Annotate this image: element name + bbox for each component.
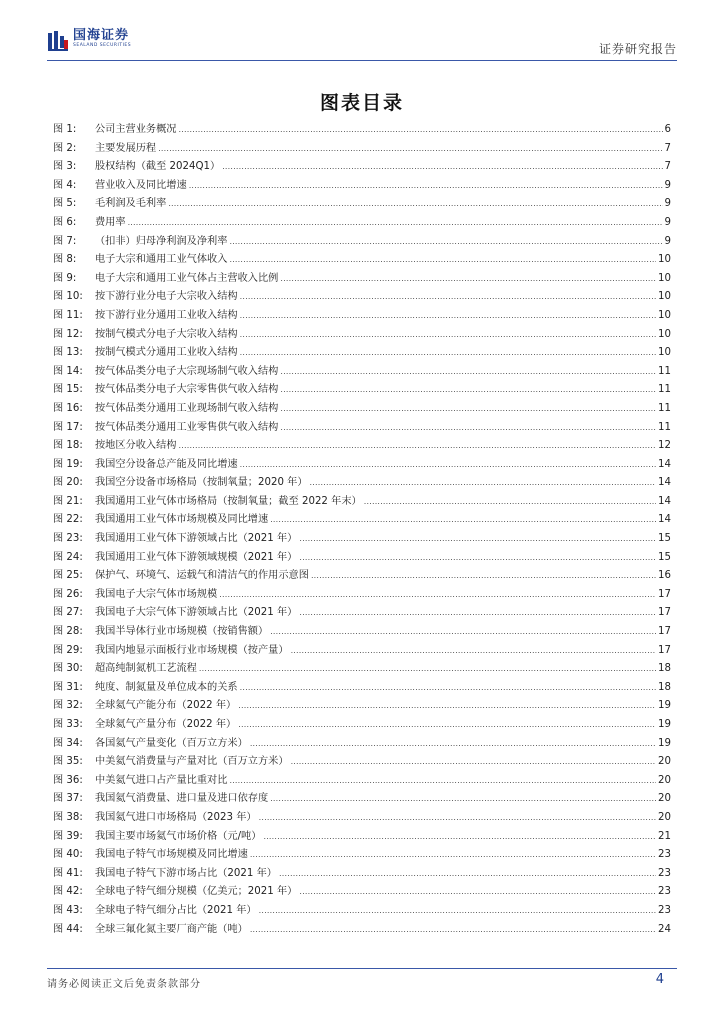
toc-dot-leader (199, 660, 656, 679)
toc-figure-title[interactable]: 超高纯制氮机工艺流程 (95, 663, 197, 675)
toc-figure-title[interactable]: 按地区分收入结构 (95, 440, 177, 452)
toc-dot-leader (280, 400, 656, 419)
toc-figure-title[interactable]: 我国空分设备总产能及同比增速 (95, 458, 238, 470)
toc-dot-leader (259, 809, 656, 828)
toc-figure-title[interactable]: 我国空分设备市场格局（按制氧量；2020 年） (95, 477, 308, 489)
toc-page-number[interactable]: 17 (658, 626, 671, 638)
page-number: 4 (655, 972, 664, 987)
toc-figure-number: 图 4: (53, 179, 77, 191)
toc-page-number[interactable]: 10 (658, 309, 671, 321)
toc-figure-number: 图 43: (53, 904, 83, 916)
toc-dot-leader (179, 437, 657, 456)
toc-figure-title[interactable]: 电子大宗和通用工业气体占主营收入比例 (95, 272, 279, 284)
toc-figure-number: 图 31: (53, 681, 83, 693)
toc-page-number[interactable]: 18 (658, 663, 671, 675)
toc-dot-leader (179, 121, 663, 140)
toc-figure-title[interactable]: 按制气模式分通用工业收入结构 (95, 347, 238, 359)
report-type-label: 证券研究报告 (598, 42, 677, 56)
toc-dot-leader (280, 381, 656, 400)
toc-page-number[interactable]: 23 (658, 849, 671, 861)
toc-figure-title[interactable]: （扣非）归母净利润及净利率 (95, 235, 228, 247)
toc-page-number[interactable]: 11 (658, 421, 671, 433)
toc-dot-leader (238, 697, 656, 716)
toc-page-number[interactable]: 6 (664, 124, 671, 135)
toc-figure-number: 图 17: (53, 421, 83, 433)
toc-dot-leader (222, 158, 662, 177)
toc-figure-number: 图 24: (53, 551, 83, 563)
toc-entry[interactable] (53, 251, 671, 270)
toc-figure-number: 图 5: (53, 198, 77, 210)
toc-figure-title[interactable]: 按气体品类分电子大宗零售供气收入结构 (95, 384, 279, 396)
toc-page-number[interactable]: 19 (658, 737, 671, 749)
toc-dot-leader (250, 846, 656, 865)
toc-entry[interactable] (53, 809, 671, 828)
toc-page-number[interactable]: 9 (664, 235, 671, 247)
toc-page-number[interactable]: 12 (658, 440, 671, 452)
toc-entry[interactable] (53, 623, 671, 642)
toc-figure-number: 图 29: (53, 644, 83, 656)
toc-page-number[interactable]: 10 (658, 272, 671, 284)
toc-figure-number: 图 2: (53, 142, 77, 154)
toc-dot-leader (263, 828, 656, 847)
toc-entry[interactable] (53, 790, 671, 809)
toc-figure-title[interactable]: 股权结构（截至 2024Q1） (95, 161, 221, 173)
toc-entry[interactable] (53, 140, 671, 159)
toc-page-number[interactable]: 23 (658, 867, 671, 879)
toc-figure-title[interactable]: 我国电子特气市场规模及同比增速 (95, 849, 248, 861)
toc-figure-title[interactable]: 按下游行业分通用工业收入结构 (95, 309, 238, 321)
toc-dot-leader (168, 195, 662, 214)
toc-figure-number: 图 37: (53, 793, 83, 805)
toc-dot-leader (229, 233, 662, 252)
toc-page-number[interactable]: 20 (658, 811, 671, 823)
toc-dot-leader (158, 140, 662, 159)
toc-page-number[interactable]: 10 (658, 347, 671, 359)
toc-entry[interactable] (53, 326, 671, 345)
toc-dot-leader (240, 344, 656, 363)
toc-figure-title[interactable]: 我国内地显示面板行业市场规模（按产量） (95, 644, 289, 656)
toc-entry[interactable] (53, 474, 671, 493)
toc-entry[interactable] (53, 511, 671, 530)
toc-entry[interactable] (53, 195, 671, 214)
toc-dot-leader (240, 288, 656, 307)
toc-figure-title[interactable]: 毛利润及毛利率 (95, 198, 167, 210)
toc-dot-leader (270, 623, 656, 642)
toc-page-number[interactable]: 14 (658, 495, 671, 507)
page-header (47, 28, 677, 64)
toc-page-number[interactable]: 16 (658, 570, 671, 582)
toc-entry[interactable] (53, 549, 671, 568)
toc-page-number[interactable]: 15 (658, 551, 671, 563)
toc-page-number[interactable]: 10 (658, 254, 671, 266)
toc-figure-number: 图 23: (53, 533, 83, 545)
toc-entry[interactable] (53, 772, 671, 791)
toc-figure-title[interactable]: 费用率 (95, 216, 126, 228)
toc-figure-number: 图 30: (53, 663, 83, 675)
toc-figure-title[interactable]: 中美氦气消费量与产量对比（百万立方米） (95, 756, 289, 768)
toc-dot-leader (280, 419, 656, 438)
toc-entry[interactable] (53, 456, 671, 475)
toc-figure-title[interactable]: 我国电子大宗气体下游领域占比（2021 年） (95, 607, 298, 619)
toc-dot-leader (270, 790, 656, 809)
toc-dot-leader (240, 679, 656, 698)
toc-figure-title[interactable]: 营业收入及同比增速 (95, 179, 187, 191)
toc-figure-title[interactable]: 按气体品类分通用工业现场制气收入结构 (95, 402, 279, 414)
toc-figure-title[interactable]: 全球氦气产能分布（2022 年） (95, 700, 237, 712)
toc-figure-number: 图 40: (53, 849, 83, 861)
toc-figure-number: 图 38: (53, 811, 83, 823)
toc-figure-number: 图 32: (53, 700, 83, 712)
toc-page-number[interactable]: 21 (658, 830, 671, 842)
toc-entry[interactable] (53, 883, 671, 902)
sealand-securities-logo (47, 28, 131, 58)
toc-figure-number: 图 36: (53, 774, 83, 786)
toc-page-number[interactable]: 14 (658, 514, 671, 526)
toc-entry[interactable] (53, 437, 671, 456)
figure-table-of-contents (53, 121, 671, 939)
toc-entry[interactable] (53, 270, 671, 289)
toc-entry[interactable] (53, 419, 671, 438)
toc-page-number[interactable]: 11 (658, 384, 671, 396)
toc-entry[interactable] (53, 400, 671, 419)
toc-entry[interactable] (53, 865, 671, 884)
toc-dot-leader (240, 326, 656, 345)
toc-page-number[interactable]: 23 (658, 904, 671, 916)
toc-entry[interactable] (53, 121, 671, 140)
toc-page-number[interactable]: 24 (658, 923, 671, 935)
toc-figure-number: 图 3: (53, 161, 77, 173)
toc-figure-title[interactable]: 全球电子特气细分规模（亿美元；2021 年） (95, 886, 298, 898)
toc-figure-number: 图 14: (53, 365, 83, 377)
toc-entry[interactable] (53, 214, 671, 233)
toc-entry[interactable] (53, 288, 671, 307)
toc-entry[interactable] (53, 344, 671, 363)
toc-entry[interactable] (53, 307, 671, 326)
logo-english-name: SEALAND SECURITIES (73, 43, 132, 48)
toc-page-number[interactable]: 7 (664, 161, 671, 173)
toc-heading: 图表目录 (319, 92, 404, 114)
toc-dot-leader (279, 865, 656, 884)
toc-figure-number: 图 35: (53, 756, 83, 768)
toc-figure-number: 图 25: (53, 570, 83, 582)
toc-entry[interactable] (53, 846, 671, 865)
toc-figure-number: 图 15: (53, 384, 83, 396)
toc-figure-number: 图 44: (53, 923, 83, 935)
toc-dot-leader (240, 456, 656, 475)
toc-page-number[interactable]: 15 (658, 533, 671, 545)
toc-page-number[interactable]: 9 (664, 198, 671, 210)
toc-page-number[interactable]: 20 (658, 774, 671, 786)
toc-dot-leader (299, 604, 656, 623)
toc-dot-leader (128, 214, 663, 233)
toc-figure-number: 图 26: (53, 588, 83, 600)
toc-figure-title[interactable]: 我国氦气进口市场格局（2023 年） (95, 811, 257, 823)
toc-dot-leader (310, 474, 656, 493)
toc-figure-number: 图 12: (53, 328, 83, 340)
toc-figure-number: 图 16: (53, 402, 83, 414)
toc-entry[interactable] (53, 530, 671, 549)
toc-page-number[interactable]: 20 (658, 756, 671, 768)
toc-dot-leader (291, 753, 656, 772)
toc-figure-number: 图 10: (53, 291, 83, 303)
toc-figure-number: 图 9: (53, 272, 77, 284)
toc-page-number[interactable]: 10 (658, 291, 671, 303)
toc-figure-title[interactable]: 按气体品类分电子大宗现场制气收入结构 (95, 365, 279, 377)
toc-figure-number: 图 19: (53, 458, 83, 470)
toc-dot-leader (219, 586, 656, 605)
toc-dot-leader (280, 363, 656, 382)
toc-dot-leader (299, 530, 656, 549)
toc-page-number[interactable]: 9 (664, 216, 671, 228)
toc-figure-number: 图 42: (53, 886, 83, 898)
toc-dot-leader (311, 567, 656, 586)
toc-figure-title[interactable]: 我国通用工业气体下游领域占比（2021 年） (95, 533, 298, 545)
toc-figure-title[interactable]: 我国通用工业气体市场规模及同比增速 (95, 514, 269, 526)
toc-dot-leader (240, 307, 656, 326)
toc-figure-title[interactable]: 公司主营业务概况 (95, 124, 177, 135)
toc-entry[interactable] (53, 604, 671, 623)
toc-figure-number: 图 33: (53, 719, 83, 730)
toc-entry[interactable] (53, 642, 671, 661)
toc-figure-number: 图 21: (53, 495, 83, 507)
toc-figure-number: 图 20: (53, 477, 83, 489)
toc-entry[interactable] (53, 586, 671, 605)
toc-figure-title[interactable]: 按气体品类分通用工业零售供气收入结构 (95, 421, 279, 433)
toc-entry[interactable] (53, 902, 671, 921)
toc-figure-number: 图 34: (53, 737, 83, 749)
toc-figure-title[interactable]: 我国通用工业气体市场格局（按制氧量；截至 2022 年末） (95, 495, 362, 507)
toc-entry[interactable] (53, 493, 671, 512)
toc-page-number[interactable]: 11 (658, 402, 671, 414)
toc-figure-title[interactable]: 我国主要市场氦气市场价格（元/吨） (95, 830, 262, 842)
toc-entry[interactable] (53, 921, 671, 940)
toc-page-number[interactable]: 18 (658, 681, 671, 693)
toc-dot-leader (291, 642, 656, 661)
toc-page-number[interactable]: 9 (664, 179, 671, 191)
toc-entry[interactable] (53, 679, 671, 698)
toc-page-number[interactable]: 19 (658, 719, 671, 730)
toc-figure-number: 图 18: (53, 440, 83, 452)
logo-chinese-name: 国海证券 (73, 28, 130, 43)
toc-entry[interactable] (53, 158, 671, 177)
toc-figure-title[interactable]: 我国氦气消费量、进口量及进口依存度 (95, 793, 269, 805)
toc-entry[interactable] (53, 363, 671, 382)
toc-page-number[interactable]: 11 (658, 365, 671, 377)
toc-entry[interactable] (53, 177, 671, 196)
toc-figure-title[interactable]: 我国电子特气下游市场占比（2021 年） (95, 867, 277, 879)
footer-divider (47, 968, 677, 969)
toc-figure-number: 图 39: (53, 830, 83, 842)
toc-dot-leader (364, 493, 656, 512)
toc-figure-title[interactable]: 中美氦气进口占产量比重对比 (95, 774, 228, 786)
toc-entry[interactable] (53, 735, 671, 754)
toc-entry[interactable] (53, 660, 671, 679)
toc-page-number[interactable]: 23 (658, 886, 671, 898)
toc-dot-leader (250, 921, 656, 940)
toc-figure-title[interactable]: 全球三氟化氮主要厂商产能（吨） (95, 923, 248, 935)
toc-entry[interactable] (53, 381, 671, 400)
header-divider (47, 60, 677, 61)
toc-figure-number: 图 22: (53, 514, 83, 526)
toc-page-number[interactable]: 17 (658, 644, 671, 656)
logo-mark-icon (47, 30, 69, 52)
toc-dot-leader (270, 511, 656, 530)
toc-figure-title[interactable]: 我国通用工业气体下游领域规模（2021 年） (95, 551, 298, 563)
toc-figure-title[interactable]: 我国电子大宗气体市场规模 (95, 588, 218, 600)
toc-entry[interactable] (53, 716, 671, 735)
toc-figure-title[interactable]: 全球氦气产量分布（2022 年） (95, 719, 237, 730)
toc-dot-leader (299, 549, 656, 568)
toc-page-number[interactable]: 17 (658, 607, 671, 619)
toc-figure-number: 图 6: (53, 216, 77, 228)
toc-figure-number: 图 7: (53, 235, 77, 247)
toc-figure-number: 图 27: (53, 607, 83, 619)
toc-dot-leader (250, 735, 656, 754)
toc-page-number[interactable]: 14 (658, 458, 671, 470)
toc-dot-leader (229, 772, 656, 791)
toc-figure-title[interactable]: 电子大宗和通用工业气体收入 (95, 254, 228, 266)
toc-page-number[interactable]: 17 (658, 588, 671, 600)
toc-figure-number: 图 1: (53, 124, 77, 135)
toc-figure-number: 图 8: (53, 254, 77, 266)
toc-entry[interactable] (53, 233, 671, 252)
toc-figure-number: 图 28: (53, 626, 83, 638)
toc-figure-title[interactable]: 全球电子特气细分占比（2021 年） (95, 904, 257, 916)
toc-entry[interactable] (53, 697, 671, 716)
toc-figure-title[interactable]: 各国氦气产量变化（百万立方米） (95, 737, 248, 749)
toc-figure-number: 图 41: (53, 867, 83, 879)
toc-page-number[interactable]: 14 (658, 477, 671, 489)
toc-entry[interactable] (53, 753, 671, 772)
toc-page-number[interactable]: 7 (664, 142, 671, 154)
toc-figure-number: 图 11: (53, 309, 83, 321)
toc-dot-leader (229, 251, 656, 270)
toc-dot-leader (259, 902, 656, 921)
toc-entry[interactable] (53, 567, 671, 586)
toc-figure-title[interactable]: 按下游行业分电子大宗收入结构 (95, 291, 238, 303)
toc-figure-number: 图 13: (53, 347, 83, 359)
toc-page-number[interactable]: 10 (658, 328, 671, 340)
toc-figure-title[interactable]: 按制气模式分电子大宗收入结构 (95, 328, 238, 340)
toc-dot-leader (280, 270, 656, 289)
toc-page-number[interactable]: 20 (658, 793, 671, 805)
toc-figure-title[interactable]: 我国半导体行业市场规模（按销售额） (95, 626, 269, 638)
toc-dot-leader (238, 716, 656, 735)
toc-dot-leader (299, 883, 656, 902)
disclaimer-note: 请务必阅读正文后免责条款部分 (47, 979, 201, 990)
toc-figure-title[interactable]: 纯度、制氮量及单位成本的关系 (95, 681, 238, 693)
toc-page-number[interactable]: 19 (658, 700, 671, 712)
toc-entry[interactable] (53, 828, 671, 847)
toc-figure-title[interactable]: 保护气、环境气、运载气和清洁气的作用示意图 (95, 570, 309, 582)
toc-figure-title[interactable]: 主要发展历程 (95, 142, 157, 154)
toc-dot-leader (189, 177, 663, 196)
